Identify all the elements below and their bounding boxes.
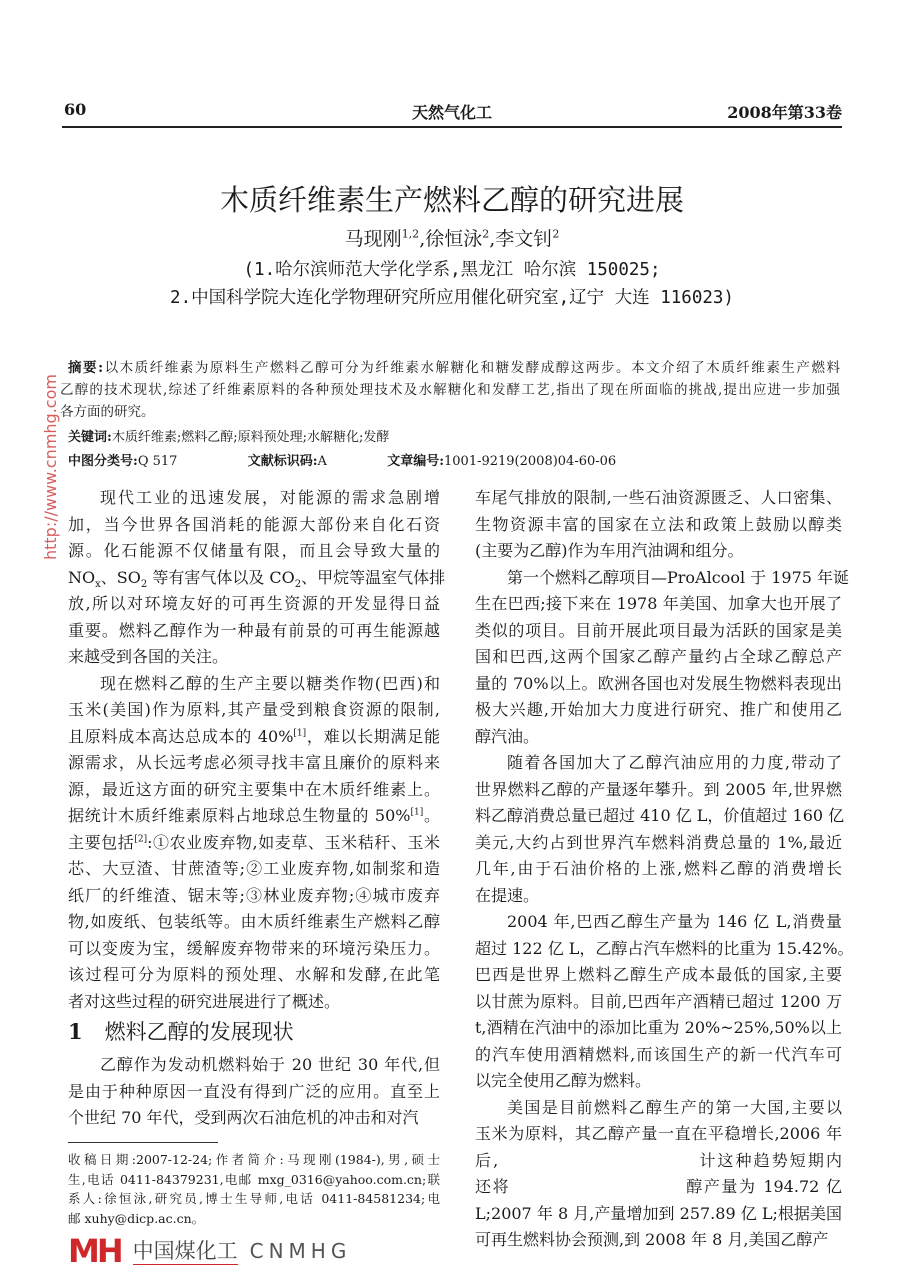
abstract-line <box>68 359 840 377</box>
text-segment: NO <box>68 567 96 587</box>
text-line <box>68 565 446 592</box>
author-affiliation-mark: 1,2 <box>401 227 420 241</box>
section-number: 1 <box>68 1019 83 1044</box>
text-line: 巴西是世界上燃料乙醇生产成本最低的国家,主要 <box>475 965 842 984</box>
author-list: 马现刚$^{1,2}$,徐恒泳$^2$,李文钊$^2$ <box>344 227 560 250</box>
text-line: 超过 122 亿 L，乙醇占汽车燃料的比重为 15.42%。 <box>475 938 854 958</box>
subscript: 2 <box>140 578 148 590</box>
affiliation-1: (1.哈尔滨师范大学化学系,黑龙江 哈尔滨 150025; <box>243 260 661 280</box>
left-column-body <box>68 485 446 1015</box>
left-column-body-after-heading <box>68 1052 440 1132</box>
abstract-label: 摘要: <box>68 360 104 376</box>
abstract-line: 各方面的研究。 <box>60 404 155 420</box>
text-segment: 据统计木质纤维素原料占地球总生物量的 50% <box>68 806 411 825</box>
logo-name-cn: 中国煤化工 <box>132 1238 238 1263</box>
text-line: 加，当今世界各国消耗的能源大部份来自化石资 <box>68 514 440 534</box>
header-rule <box>62 126 842 128</box>
text-line: 源需求，从长远考虑必须寻找丰富且廉价的原料来 <box>68 753 440 772</box>
right-column-body <box>475 485 854 1254</box>
text-line: 类似的项目。目前开展此项目最为活跃的国家是美 <box>475 620 842 640</box>
text-line <box>68 803 440 830</box>
text-line: 第一个燃料乙醇项目—ProAlcool 于 1975 年诞 <box>507 567 850 587</box>
text-line: 车尾气排放的限制,一些石油资源匮乏、人口密集、 <box>475 488 842 507</box>
text-line: 后, 计这种趋势短期内 <box>475 1150 842 1170</box>
footnote-line: 系人:徐恒泳,研究员,博士生导师,电话 0411-84581234;电 <box>68 1191 440 1206</box>
author-affiliation-mark: 2 <box>482 227 490 241</box>
classification-row <box>68 453 616 471</box>
paragraph <box>475 565 850 751</box>
footnote-rule <box>68 1142 218 1143</box>
text-line: 国和巴西,这两个国家乙醇产量约占全球乙醇总产 <box>475 647 842 666</box>
journal-volume: 2008年第33卷 <box>727 103 842 122</box>
paragraph <box>475 1095 842 1254</box>
keywords-label: 关键词: <box>68 430 112 445</box>
text-line: 美元,大约占到世界汽车燃料消费总量的 1%,最近 <box>475 832 842 852</box>
text-line: 放,所以对环境友好的可再生资源的开发显得日益 <box>68 594 440 613</box>
keywords-value: 木质纤维素;燃料乙醇;原料预处理;水解糖化;发酵 <box>111 430 390 445</box>
text-line: 重要。燃料乙醇作为一种最有前景的可再生能源越 <box>68 620 440 640</box>
citation-mark: [1] <box>293 728 307 739</box>
text-line: 乙醇作为发动机燃料始于 20 世纪 30 年代,但 <box>100 1055 440 1074</box>
text-line: 玉米为原料，其乙醇产量一直在平稳增长,2006 年 <box>475 1124 842 1143</box>
text-line: 还将 醇产量为 194.72 亿 <box>475 1177 842 1196</box>
classification-label: 中图分类号: <box>68 454 138 469</box>
paper-title: 木质纤维素生产燃料乙醇的研究进展 <box>219 183 684 217</box>
article-number-label: 文章编号: <box>387 454 444 469</box>
text-line: 醇汽油。 <box>475 726 540 746</box>
document-code-label: 文献标识码: <box>247 454 318 469</box>
text-line: t,酒精在汽油中的添加比重为 20%~25%,50%以上 <box>475 1018 842 1037</box>
text-line: 2004 年,巴西乙醇生产量为 146 亿 L,消费量 <box>507 912 842 931</box>
subscript: x <box>95 578 101 590</box>
section-title: 燃料乙醇的发展现状 <box>104 1020 294 1044</box>
keywords <box>68 429 389 447</box>
text-line: 来越受到各国的关注。 <box>68 647 229 666</box>
text-line: 个世纪 70 年代，受到两次石油危机的冲击和对汽 <box>68 1108 419 1127</box>
abstract-line: 乙醇的技术现状,综述了纤维素原料的各种预处理技术及水解糖化和发酵工艺,指出了现在所面临的挑战,提出应进一步加强 <box>60 382 840 398</box>
text-segment: :①农业废弃物,如麦草、玉米秸秆、玉米 <box>147 832 440 852</box>
section-heading <box>68 1019 294 1045</box>
paragraph <box>68 1052 440 1132</box>
text-line <box>68 724 440 751</box>
text-line: 芯、大豆渣、甘蔗渣等;②工业废弃物,如制浆和造 <box>68 859 440 878</box>
text-line: 可再生燃料协会预测,到 2008 年 8 月,美国乙醇产 <box>475 1230 829 1249</box>
text-line: 几年,由于石油价格的上涨,燃料乙醇的消费增长 <box>475 859 842 878</box>
citation-mark: [2] <box>134 834 148 845</box>
text-line: 现代工业的迅速发展，对能源的需求急剧增 <box>100 488 440 507</box>
text-line: 以完全使用乙醇为燃料。 <box>475 1071 652 1090</box>
subscript: 2 <box>294 578 302 590</box>
abstract-text: 以木质纤维素为原料生产燃料乙醇可分为纤维素水解糖化和糖发酵成醇这两步。本文介绍了木质纤维素生产燃料 <box>103 360 840 376</box>
text-line: 量的 70%以上。欧洲各国也对发展生物燃料表现出 <box>475 673 842 693</box>
text-line: 的汽车使用酒精燃料,而该国生产的新一代汽车可 <box>475 1044 842 1064</box>
paragraph <box>475 485 842 565</box>
text-segment: 、SO <box>100 567 141 587</box>
text-line: 在提速。 <box>475 885 540 905</box>
text-line: 料乙醇消费总量已超过 410 亿 L，价值超过 160 亿 <box>475 806 845 825</box>
text-line: 者对这些过程的研究进展进行了概述。 <box>68 991 341 1011</box>
text-segment: 主要包括 <box>68 832 135 852</box>
watermark-url: http://www.cnmhg.com <box>41 374 60 560</box>
logo-name-en: CNMHG <box>249 1239 352 1263</box>
document-code-value: A <box>317 454 327 469</box>
paragraph <box>475 909 854 1095</box>
text-segment: ，难以长期满足能 <box>306 726 440 746</box>
journal-name: 天然气化工 <box>411 103 492 122</box>
article-number-value: 1001-9219(2008)04-60-06 <box>444 454 617 469</box>
text-line: 源。化石能源不仅储量有限，而且会导致大量的 <box>68 541 440 560</box>
footnote-line: 生,电话 0411-84379231,电邮 mxg_0316@yahoo.com.cn;联 <box>68 1171 440 1187</box>
paragraph <box>68 671 440 1016</box>
footnote-line: 收稿日期:2007-12-24;作者简介:马现刚(1984-),男,硕士 <box>68 1152 440 1167</box>
text-line: 玉米(美国)作为原料,其产量受到粮食资源的限制, <box>68 700 440 719</box>
paragraph <box>68 485 446 671</box>
affiliation-2: 2.中国科学院大连化学物理研究所应用催化研究室,辽宁 大连 116023) <box>170 288 734 308</box>
logo-mark: MH <box>68 1232 121 1270</box>
text-segment: 且原料成本高达总成本的 40% <box>68 726 294 746</box>
citation-mark: [1] <box>410 807 424 818</box>
footnote-line: 邮 xuhy@dicp.ac.cn。 <box>68 1210 205 1226</box>
text-line: 物,如废纸、包装纸等。由木质纤维素生产燃料乙醇 <box>68 912 440 931</box>
text-line: (主要为乙醇)作为车用汽油调和组分。 <box>475 541 744 560</box>
text-line: 现在燃料乙醇的生产主要以糖类作物(巴西)和 <box>100 673 440 693</box>
author-name: 徐恒泳 <box>425 228 483 250</box>
author-name: 马现刚 <box>344 228 402 250</box>
text-line: 生在巴西;接下来在 1978 年美国、加拿大也开展了 <box>475 594 842 613</box>
author-affiliation-mark: 2 <box>552 227 560 241</box>
text-line: 纸厂的纤维渣、锯末等;③林业废弃物;④城市废弃 <box>68 885 440 905</box>
text-line: 随着各国加大了乙醇汽油应用的力度,带动了 <box>507 753 842 772</box>
text-line: 极大兴趣,开始加大力度进行研究、推广和使用乙 <box>475 700 842 719</box>
text-line: 美国是目前燃料乙醇生产的第一大国,主要以 <box>507 1097 842 1117</box>
text-line: 可以变废为宝，缓解废弃物带来的环境污染压力。 <box>68 938 440 958</box>
text-line: 世界燃料乙醇的产量逐年攀升。到 2005 年,世界燃 <box>475 779 842 799</box>
text-line: L;2007 年 8 月,产量增加到 257.89 亿 L;根据美国 <box>475 1203 842 1223</box>
paragraph <box>475 750 845 909</box>
classification-value: Q 517 <box>137 454 178 469</box>
text-line: 该过程可分为原料的预处理、水解和发酵,在此笔 <box>68 965 440 984</box>
text-line <box>68 830 440 857</box>
text-segment: 。 <box>423 806 440 825</box>
cnmhg-logo <box>68 1233 351 1269</box>
text-line: 以甘蔗为原料。目前,巴西年产酒精已超过 1200 万 <box>475 991 842 1011</box>
author-name: 李文钊 <box>495 228 553 250</box>
text-line: 源，最近这方面的研究主要集中在木质纤维素上。 <box>68 779 440 799</box>
page-number: 60 <box>64 100 87 119</box>
text-segment: 、甲烷等温室气体排 <box>301 567 446 587</box>
text-segment: 等有害气体以及 CO <box>147 567 295 587</box>
text-line: 生物资源丰富的国家在立法和政策上鼓励以醇类 <box>475 514 842 534</box>
text-line: 是由于种种原因一直没有得到广泛的应用。直至上 <box>68 1081 440 1101</box>
